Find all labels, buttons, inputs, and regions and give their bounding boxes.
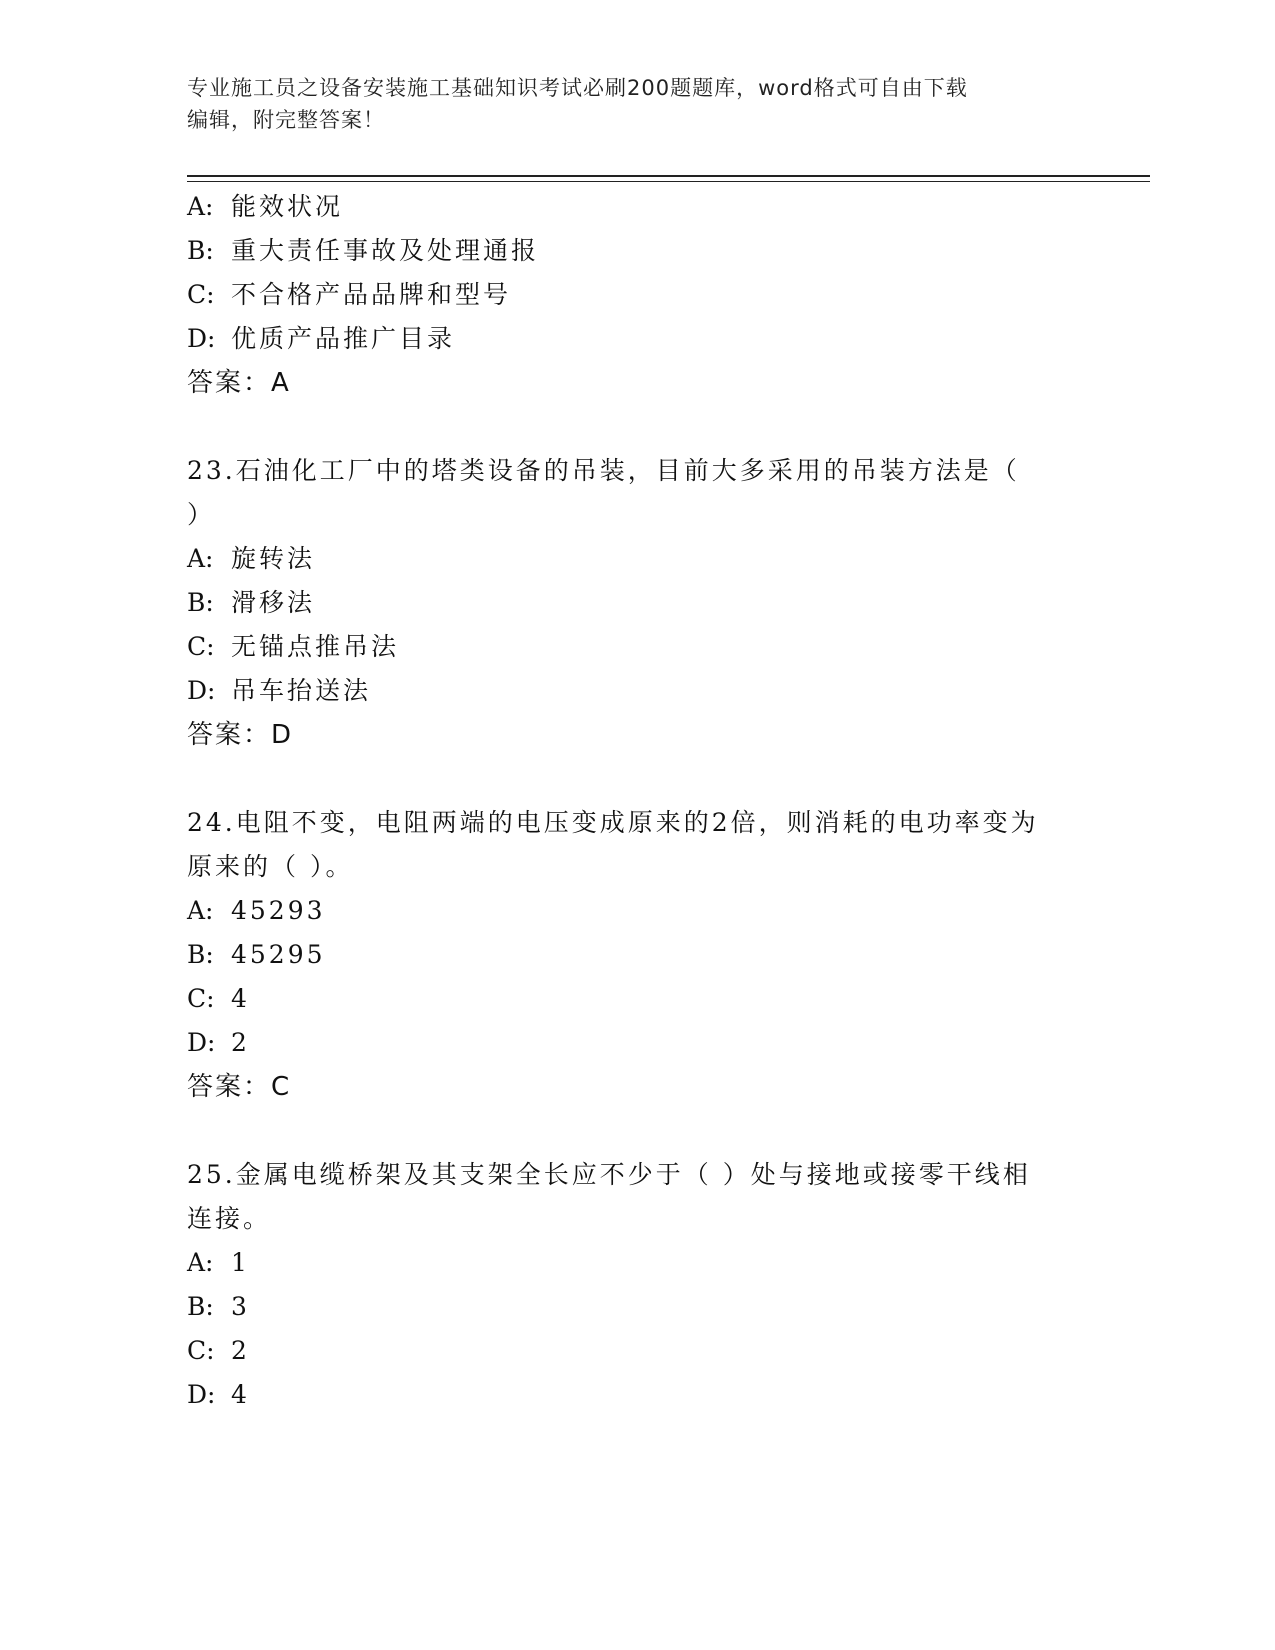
- option-a: [187, 894, 326, 928]
- option-text: 2: [231, 1028, 250, 1057]
- option-d: [187, 322, 455, 356]
- option-text: 4: [231, 984, 250, 1013]
- option-c: [187, 1334, 250, 1368]
- question-stem: 25.金属电缆桥架及其支架全长应不少于（ ）处与接地或接零干线相: [187, 1160, 1031, 1189]
- option-key: D:: [187, 1380, 216, 1409]
- option-key: C:: [187, 632, 215, 661]
- option-key: C:: [187, 984, 215, 1013]
- option-key: C:: [187, 280, 215, 309]
- option-b: [187, 938, 326, 972]
- header-title-line-2: 编辑，附完整答案！: [187, 108, 385, 132]
- option-text: 优质产品推广目录: [231, 324, 456, 353]
- option-text: 45293: [231, 896, 326, 925]
- option-c: [187, 630, 399, 664]
- option-text: 3: [231, 1292, 250, 1321]
- header-title-line-1: 专业施工员之设备安装施工基础知识考试必刷200题题库，word格式可自由下载: [187, 76, 968, 100]
- option-text: 旋转法: [231, 544, 316, 573]
- answer-line: 答案：D: [187, 720, 294, 750]
- option-key: D:: [187, 324, 216, 353]
- option-b: [187, 234, 539, 268]
- option-key: B:: [187, 588, 214, 617]
- question-stem-continued: 原来的（ ）。: [187, 852, 354, 881]
- option-text: 1: [231, 1248, 250, 1277]
- question-stem: 23.石油化工厂中的塔类设备的吊装，目前大多采用的吊装方法是（: [187, 456, 1020, 485]
- option-key: A:: [187, 192, 214, 221]
- option-key: C:: [187, 1336, 215, 1365]
- header-divider: [187, 175, 1150, 177]
- option-key: B:: [187, 1292, 214, 1321]
- option-a: [187, 190, 343, 224]
- option-c: [187, 278, 511, 312]
- question-stem-continued: ）: [187, 500, 216, 529]
- option-d: [187, 1026, 250, 1060]
- option-text: 能效状况: [231, 192, 344, 221]
- question-stem-continued: 连接。: [187, 1204, 272, 1233]
- option-d: [187, 674, 371, 708]
- document-header: [187, 72, 1087, 136]
- option-text: 4: [231, 1380, 250, 1409]
- option-text: 吊车抬送法: [231, 676, 372, 705]
- answer-line: 答案：A: [187, 368, 291, 398]
- answer-line: 答案：C: [187, 1072, 292, 1102]
- option-key: A:: [187, 896, 214, 925]
- option-b: [187, 586, 315, 620]
- option-key: B:: [187, 940, 214, 969]
- header-divider-thin: [187, 181, 1150, 182]
- option-text: 45295: [231, 940, 326, 969]
- option-text: 无锚点推吊法: [231, 632, 400, 661]
- option-key: D:: [187, 1028, 216, 1057]
- option-text: 不合格产品品牌和型号: [231, 280, 512, 309]
- option-a: [187, 542, 315, 576]
- option-key: A:: [187, 544, 214, 573]
- option-key: A:: [187, 1248, 214, 1277]
- option-text: 2: [231, 1336, 250, 1365]
- option-b: [187, 1290, 250, 1324]
- option-d: [187, 1378, 250, 1412]
- option-text: 滑移法: [231, 588, 316, 617]
- option-key: D:: [187, 676, 216, 705]
- option-key: B:: [187, 236, 214, 265]
- question-stem: 24.电阻不变，电阻两端的电压变成原来的2倍，则消耗的电功率变为: [187, 808, 1039, 837]
- option-a: [187, 1246, 250, 1280]
- option-c: [187, 982, 250, 1016]
- option-text: 重大责任事故及处理通报: [231, 236, 540, 265]
